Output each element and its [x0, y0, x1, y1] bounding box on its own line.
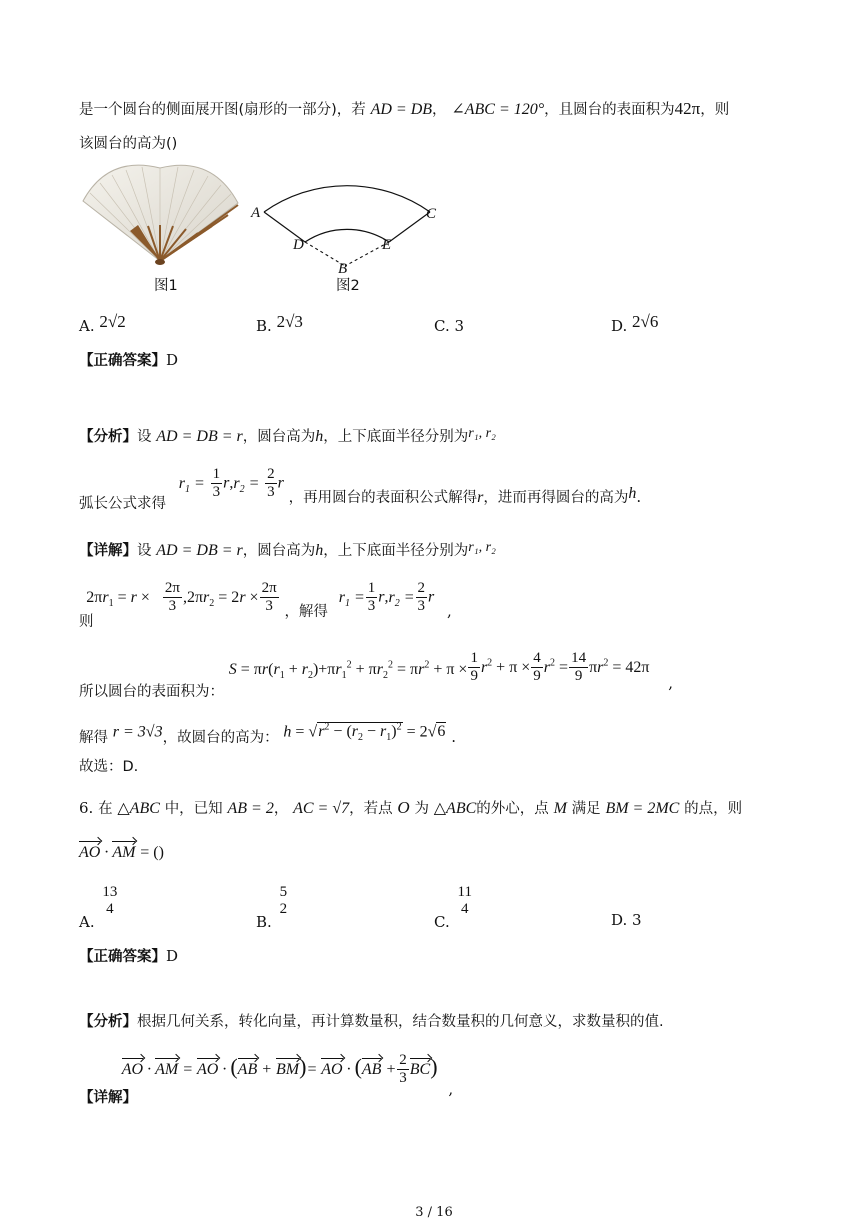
detail-eq: AD = DB = r — [156, 542, 243, 559]
q6-text-5: 的外心，点 — [476, 801, 549, 817]
option-den: 4 — [106, 901, 114, 917]
q5-eq-ad-db: AD = DB — [370, 101, 433, 118]
option-label: D. — [611, 317, 628, 335]
q6-answer-line — [79, 946, 178, 967]
q6-text: 在 — [98, 801, 113, 817]
option-value: 3 — [454, 317, 465, 335]
q6-point-m: M — [553, 800, 567, 817]
q6-option-a[interactable] — [79, 884, 120, 931]
q6-expr-tail: = () — [140, 844, 164, 861]
q6-text-7: 的点，则 — [684, 801, 743, 817]
q6-vector-relation: BM = 2MC — [605, 800, 680, 817]
solve-text: ，解得 — [284, 603, 328, 620]
q5-analysis-line — [79, 426, 496, 448]
label-C: C — [426, 206, 437, 222]
q6-ac: AC = √7 — [293, 800, 350, 817]
q5-stem-line1 — [79, 99, 729, 120]
analysis-eq: AD = DB = r — [156, 428, 243, 445]
q5-angle: ∠ABC = 120° — [451, 101, 545, 118]
label-A: A — [251, 205, 261, 221]
page-number: 3 / 16 — [415, 1205, 453, 1220]
analysis-text: 根据几何关系，转化向量，再计算数量积，结合数量积的几何意义，求数量积的值. — [137, 1014, 664, 1030]
q5-option-b[interactable] — [256, 312, 303, 336]
option-num: 11 — [457, 884, 472, 900]
option-den: 2 — [279, 901, 288, 917]
q6-option-c[interactable] — [434, 884, 475, 931]
q6-text-2: 中，已知 — [164, 801, 223, 817]
q5-stem-text-3: ，则 — [700, 102, 730, 118]
q6-analysis-line — [79, 1011, 664, 1032]
q6-stem-line1 — [79, 798, 742, 819]
fig1-caption: 图1 — [154, 278, 178, 294]
arc-r: r — [477, 488, 484, 506]
label-B: B — [338, 261, 348, 276]
arc-text-2: ，再用圆台的表面积公式解得 — [288, 489, 478, 506]
analysis-h: h — [315, 428, 324, 445]
q6-number: 6. — [79, 799, 94, 817]
q6-text-3: ，若点 — [349, 801, 393, 817]
fig2-caption: 图2 — [336, 278, 360, 294]
detail-tag: 【详解】 — [79, 1089, 137, 1106]
option-den: 4 — [460, 901, 469, 917]
detail-h: h — [315, 542, 324, 559]
q5-option-c[interactable] — [434, 316, 464, 336]
option-value: 3 — [632, 911, 642, 929]
label-E: E — [382, 237, 392, 253]
option-label: B. — [256, 317, 272, 335]
detail-text-3: ，上下底面半径分别为 — [323, 543, 469, 559]
arc-text: 弧长公式求得 — [79, 495, 166, 512]
q6-option-d[interactable] — [611, 910, 642, 930]
analysis-tag: 【分析】 — [79, 1014, 137, 1030]
q5-stem-text-2: ，且圆台的表面积为 — [544, 102, 675, 118]
sector-diagram — [248, 160, 448, 276]
analysis-text-2: ，圆台高为 — [242, 429, 316, 445]
option-value: 2√2 — [99, 312, 126, 331]
answer-value: D — [166, 351, 179, 369]
q5-detail-line — [79, 540, 496, 562]
q6-ab: AB = 2 — [227, 800, 274, 817]
option-label: C. — [434, 317, 450, 335]
q5-option-d[interactable] — [611, 312, 659, 336]
q6-stem-line2: AO · AM = () — [79, 844, 164, 861]
option-label: B. — [256, 913, 272, 931]
option-value: 2√6 — [632, 312, 659, 331]
detail-text: 设 — [137, 543, 152, 559]
answer-tag: 【正确答案】 — [79, 353, 166, 369]
analysis-text: 设 — [137, 429, 152, 445]
q5-eq1-line: 则 $2\pi r_1 = r$ × $\frac{2\pi}{3}$ $,2\pi r_2 = 2r$ × $\frac{2\pi}{3}$ ，解得 $r_1$ = $\frac{1}{3}$ $r,r_2$ = $\frac{2}{3}$ r , — [79, 580, 452, 630]
answer-value: D — [166, 947, 179, 965]
option-label: A. — [79, 913, 95, 931]
q5-comma: ， — [432, 102, 447, 118]
q6-text-6: 满足 — [571, 801, 601, 817]
option-num: 5 — [279, 884, 288, 900]
q6-point-o: O — [397, 798, 410, 817]
q5-stem-text: 是一个圆台的侧面展开图(扇形的一部分)，若 — [79, 102, 366, 118]
detail-tag: 【详解】 — [79, 543, 137, 559]
option-num: 13 — [102, 884, 118, 900]
answer-tag: 【正确答案】 — [79, 949, 166, 965]
q6-option-b[interactable] — [256, 884, 290, 931]
q6-comma: ， — [273, 801, 289, 817]
option-value: 2√3 — [276, 312, 303, 331]
fan-image — [78, 163, 243, 268]
analysis-radii: r₁, r₂ — [468, 426, 496, 441]
q6-detail-line: 【详解】 AO · AM = AO · (AB + BM)= AO · (AB + $\frac{2}{3}$ BC) , — [79, 1052, 454, 1106]
analysis-tag: 【分析】 — [79, 429, 137, 445]
q6-text-4: 为 — [414, 801, 429, 817]
height-text-2: ，故圆台的高为： — [162, 730, 279, 747]
option-label: A. — [79, 317, 95, 335]
option-label: D. — [611, 911, 628, 929]
height-r: r = 3√3 — [112, 723, 163, 741]
detail-text-2: ，圆台高为 — [242, 543, 316, 559]
option-label: C. — [434, 913, 450, 931]
q6-triangle-2: △ABC — [433, 800, 477, 817]
label-D: D — [293, 237, 304, 253]
q5-surface-line: 所以圆台的表面积为： $S = \pi r(r_1 + r_2)+\pi r_1^2 + \pi r_2^2 = \pi r^2 + \pi$ × $\frac{1}{9}$ $r^2 + \pi$ × $\frac{4}{9}$ $r^2$ = $\frac{14}{9}$ $\pi r^2 = 42\pi$ , — [79, 650, 674, 700]
surface-text: 所以圆台的表面积为： — [79, 683, 224, 700]
q5-choose-line: 故选：D. — [79, 759, 139, 775]
then-text: 则 — [79, 613, 94, 630]
detail-radii: r₁, r₂ — [468, 540, 496, 555]
q5-arc-line: 弧长公式求得 $r_1$ = $\frac{1}{3}$ $r,r_2$ = $\frac{2}{3}$ r ，再用圆台的表面积公式解得r，进而再得圆台的高为h. — [79, 466, 642, 512]
q5-area-value: 42π — [674, 99, 701, 118]
analysis-text-3: ，上下底面半径分别为 — [323, 429, 469, 445]
height-text: 解得 — [79, 730, 108, 747]
q5-answer-line — [79, 350, 178, 371]
q5-stem-line2: 该圆台的高为() — [79, 136, 178, 152]
q5-option-a[interactable] — [79, 312, 126, 336]
q6-triangle: △ABC — [117, 800, 160, 817]
arc-h: h — [628, 484, 637, 502]
q5-height-line: 解得 r = 3√3，故圆台的高为： $h = √r^2 - (r_2 - r_1)^2 = 2√6$ . — [79, 722, 456, 747]
arc-text-3: ，进而再得圆台的高为 — [483, 489, 629, 506]
